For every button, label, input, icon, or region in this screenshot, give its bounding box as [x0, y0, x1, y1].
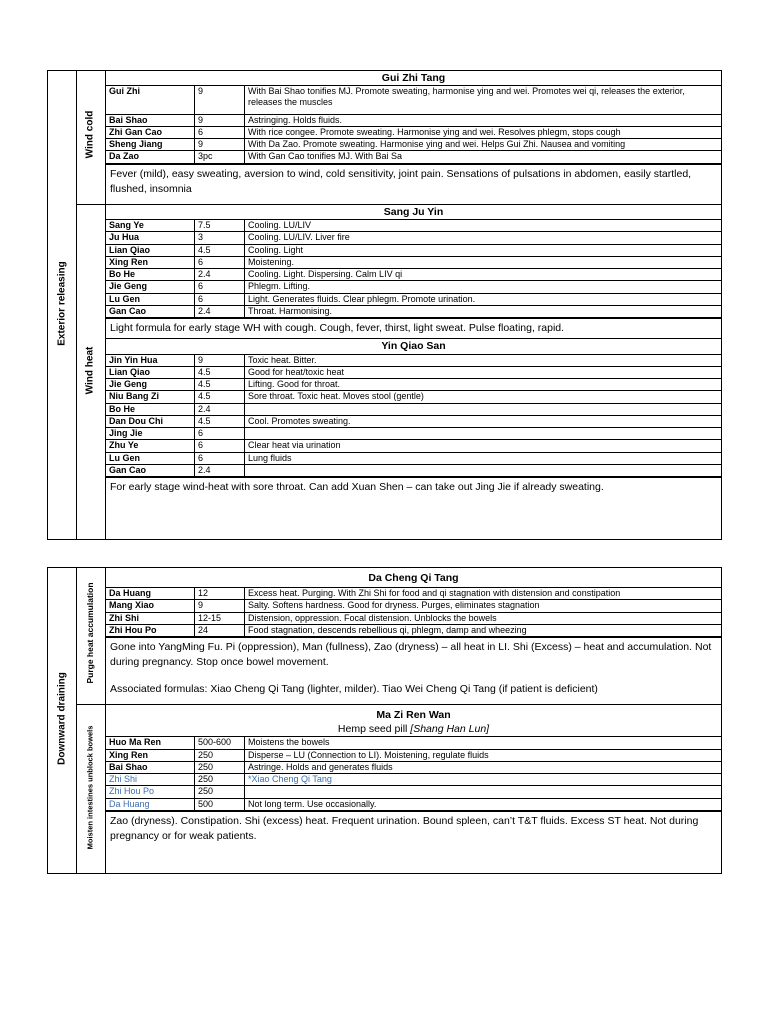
section-label-cell — [48, 568, 77, 873]
herb-note: Lifting. Good for throat. — [245, 379, 722, 391]
table-row — [106, 232, 721, 244]
table-row — [106, 281, 721, 293]
associated-formulas-text: Associated formulas: Xiao Cheng Qi Tang (lighter, milder). Tiao Wei Cheng Qi Tang (if patient is deficient) — [110, 682, 598, 695]
table-row — [106, 612, 721, 624]
formula-notes: Fever (mild), easy sweating, aversion to wind, cold sensitivity, joint pain. Sensations of pulsations in abdomen, easily startled, flushed, insomnia — [106, 164, 721, 199]
subsection-label: Wind heat — [84, 346, 96, 395]
herb-name: Jie Geng — [106, 379, 195, 391]
herb-dose: 3 — [195, 232, 245, 244]
formula-source: [Shang Han Lun] — [410, 723, 490, 736]
herb-name: Zhi Gan Cao — [106, 126, 195, 138]
herb-note: Phlegm. Lifting. — [245, 281, 722, 293]
herb-name: Da Huang — [106, 588, 195, 600]
herb-dose: 6 — [195, 440, 245, 452]
table-row — [106, 366, 721, 378]
herb-note: With Da Zao. Promote sweating. Harmonise ying and wei. Helps Gui Zhi. Nausea and vomiting — [245, 139, 722, 151]
section-label: Exterior releasing — [56, 261, 68, 346]
subsection-formulas — [106, 205, 721, 539]
herb-note: With Gan Cao tonifies MJ. With Bai Sa — [245, 151, 722, 163]
herb-note: Not long term. Use occasionally. — [245, 798, 722, 810]
herb-name: Da Huang — [106, 798, 195, 810]
herb-table — [106, 737, 721, 811]
table-row — [106, 428, 721, 440]
subsection-wind-heat — [76, 205, 721, 539]
herb-name: Sang Ye — [106, 220, 195, 232]
herb-note: Clear heat via urination — [245, 440, 722, 452]
herb-dose: 6 — [195, 281, 245, 293]
section-downward-draining — [47, 567, 722, 874]
herb-name: Jie Geng — [106, 281, 195, 293]
table-row — [106, 379, 721, 391]
herb-note: *Xiao Cheng Qi Tang — [245, 774, 722, 786]
herb-dose: 250 — [195, 774, 245, 786]
subsection-label-cell — [76, 205, 106, 539]
subsection-moisten-intestines — [76, 705, 721, 873]
herb-note: Lung fluids — [245, 452, 722, 464]
herb-dose: 3pc — [195, 151, 245, 163]
table-row — [106, 126, 721, 138]
herb-note: Astringe. Holds and generates fluids — [245, 761, 722, 773]
herb-dose: 9 — [195, 355, 245, 367]
herb-name: Zhi Hou Po — [106, 786, 195, 798]
formula-notes: Zao (dryness). Constipation. Shi (excess) heat. Frequent urination. Bound spleen, can’t T&T fluids. Excess ST heat. Not during pregnancy or for weak patients. — [106, 811, 721, 846]
herb-name: Zhi Shi — [106, 612, 195, 624]
formula-da-cheng-qi-tang — [106, 568, 721, 704]
herb-dose: 9 — [195, 139, 245, 151]
herb-note — [245, 428, 722, 440]
herb-dose: 7.5 — [195, 220, 245, 232]
herb-dose: 12 — [195, 588, 245, 600]
subsection-label: Moisten intestines unblock bowels — [85, 725, 95, 850]
herb-name: Mang Xiao — [106, 600, 195, 612]
herb-table — [106, 355, 721, 478]
subsection-label-cell — [76, 568, 106, 704]
herb-name: Gan Cao — [106, 464, 195, 476]
herb-name: Da Zao — [106, 151, 195, 163]
herb-name: Jing Jie — [106, 428, 195, 440]
herb-note: Distension, oppression. Focal distension. Unblocks the bowels — [245, 612, 722, 624]
table-row — [106, 293, 721, 305]
notes-spacer — [110, 671, 717, 682]
subsection-label-cell — [76, 71, 106, 204]
herb-note: Toxic heat. Bitter. — [245, 355, 722, 367]
formula-notes — [106, 637, 721, 699]
section-exterior-releasing — [47, 70, 722, 540]
herb-dose: 4.5 — [195, 244, 245, 256]
table-row — [106, 355, 721, 367]
herb-dose: 6 — [195, 126, 245, 138]
herb-dose: 12-15 — [195, 612, 245, 624]
formula-title: Yin Qiao San — [106, 339, 721, 354]
herb-name: Bai Shao — [106, 114, 195, 126]
table-row — [106, 114, 721, 126]
herb-note: Excess heat. Purging. With Zhi Shi for food and qi stagnation with distension and constipation — [245, 588, 722, 600]
section-label: Downward draining — [56, 672, 68, 765]
table-row — [106, 737, 721, 749]
herb-name: Bo He — [106, 269, 195, 281]
herb-dose: 500 — [195, 798, 245, 810]
herb-name: Ju Hua — [106, 232, 195, 244]
herb-name: Zhi Shi — [106, 774, 195, 786]
herb-note: With rice congee. Promote sweating. Harmonise ying and wei. Resolves phlegm, stops cough — [245, 126, 722, 138]
herb-name: Zhi Hou Po — [106, 624, 195, 636]
herb-note: Throat. Harmonising. — [245, 305, 722, 317]
herb-dose: 4.5 — [195, 366, 245, 378]
table-row — [106, 464, 721, 476]
table-row — [106, 415, 721, 427]
formula-title: Gui Zhi Tang — [106, 71, 721, 86]
subsection-label-cell — [76, 705, 106, 873]
herb-name: Jin Yin Hua — [106, 355, 195, 367]
herb-note: Disperse – LU (Connection to LI). Moistening, regulate fluids — [245, 749, 722, 761]
herb-name: Lu Gen — [106, 293, 195, 305]
section-label-cell — [48, 71, 77, 539]
herb-note: Food stagnation, descends rebellious qi, phlegm, damp and wheezing — [245, 624, 722, 636]
herb-name: Zhu Ye — [106, 440, 195, 452]
formula-notes: For early stage wind-heat with sore throat. Can add Xuan Shen – can take out Jing Jie if already sweating. — [106, 477, 721, 497]
table-row — [106, 256, 721, 268]
table-row — [106, 269, 721, 281]
herb-note — [245, 786, 722, 798]
table-row — [106, 86, 721, 114]
table-row — [106, 220, 721, 232]
formula-title: Da Cheng Qi Tang — [106, 568, 721, 588]
table-row — [106, 774, 721, 786]
herb-note: Light. Generates fluids. Clear phlegm. Promote urination. — [245, 293, 722, 305]
herb-dose: 250 — [195, 761, 245, 773]
herb-dose: 6 — [195, 428, 245, 440]
table-row — [106, 600, 721, 612]
table-row — [106, 139, 721, 151]
herb-note — [245, 403, 722, 415]
herb-note: Moistens the bowels — [245, 737, 722, 749]
subsection-purge-heat-accumulation — [76, 568, 721, 705]
formula-title: Sang Ju Yin — [106, 205, 721, 220]
herb-note: With Bai Shao tonifies MJ. Promote sweating, harmonise ying and wei. Promotes wei qi, releases the exterior, releases the muscles — [245, 86, 722, 114]
formula-subtitle-text: Hemp seed pill — [337, 723, 408, 736]
herb-note: Astringing. Holds fluids. — [245, 114, 722, 126]
herb-note: Cooling. Light. Dispersing. Calm LIV qi — [245, 269, 722, 281]
herb-note: Cooling. LU/LIV. Liver fire — [245, 232, 722, 244]
table-row — [106, 244, 721, 256]
herb-name: Sheng Jiang — [106, 139, 195, 151]
formula-sang-ju-yin — [106, 205, 721, 338]
table-row — [106, 391, 721, 403]
table-row — [106, 588, 721, 600]
table-row — [106, 749, 721, 761]
herb-dose: 6 — [195, 256, 245, 268]
table-row — [106, 624, 721, 636]
herb-name: Xing Ren — [106, 749, 195, 761]
table-row — [106, 452, 721, 464]
table-row — [106, 151, 721, 163]
herb-dose: 500-600 — [195, 737, 245, 749]
herb-dose: 9 — [195, 600, 245, 612]
herb-name: Bai Shao — [106, 761, 195, 773]
formula-notes: Light formula for early stage WH with cough. Cough, fever, thirst, light sweat. Pulse floating, rapid. — [106, 318, 721, 338]
formula-ma-zi-ren-wan — [106, 705, 721, 873]
formula-title-block — [106, 705, 721, 737]
herb-dose: 2.4 — [195, 403, 245, 415]
herb-dose: 2.4 — [195, 305, 245, 317]
formula-yin-qiao-san — [106, 338, 721, 497]
herb-note — [245, 464, 722, 476]
herb-table — [106, 588, 721, 637]
herb-name: Lian Qiao — [106, 366, 195, 378]
subsection-wind-cold — [76, 71, 721, 205]
herb-note: Moistening. — [245, 256, 722, 268]
herb-name: Niu Bang Zi — [106, 391, 195, 403]
herb-note: Sore throat. Toxic heat. Moves stool (gentle) — [245, 391, 722, 403]
herb-name: Lu Gen — [106, 452, 195, 464]
subsection-label: Purge heat accumulation — [85, 582, 95, 684]
table-row — [106, 798, 721, 810]
formula-subtitle — [106, 722, 721, 736]
herb-name: Gan Cao — [106, 305, 195, 317]
formula-title: Ma Zi Ren Wan — [376, 709, 451, 721]
herb-dose: 4.5 — [195, 391, 245, 403]
table-row — [106, 786, 721, 798]
notes-line: Gone into YangMing Fu. Pi (oppression), Man (fullness), Zao (dryness) – all heat in LI. Shi (Excess) – heat and accumulation. Not during pregnancy. Stop once bowel movement. — [110, 641, 712, 669]
herb-dose: 4.5 — [195, 415, 245, 427]
herb-note: Salty. Softens hardness. Good for dryness. Purges, eliminates stagnation — [245, 600, 722, 612]
herb-dose: 9 — [195, 114, 245, 126]
herb-name: Huo Ma Ren — [106, 737, 195, 749]
herb-name: Dan Dou Chi — [106, 415, 195, 427]
herb-table — [106, 86, 721, 164]
herb-note: Cool. Promotes sweating. — [245, 415, 722, 427]
herb-dose: 250 — [195, 786, 245, 798]
herb-dose: 2.4 — [195, 269, 245, 281]
table-row — [106, 403, 721, 415]
table-row — [106, 761, 721, 773]
herb-name: Lian Qiao — [106, 244, 195, 256]
herb-dose: 6 — [195, 293, 245, 305]
herb-name: Bo He — [106, 403, 195, 415]
herb-name: Xing Ren — [106, 256, 195, 268]
herb-dose: 24 — [195, 624, 245, 636]
herb-dose: 6 — [195, 452, 245, 464]
associated-formulas — [110, 682, 717, 697]
herb-dose: 2.4 — [195, 464, 245, 476]
herb-note: Cooling. Light — [245, 244, 722, 256]
herb-dose: 9 — [195, 86, 245, 114]
table-row — [106, 440, 721, 452]
herb-note: Good for heat/toxic heat — [245, 366, 722, 378]
table-row — [106, 305, 721, 317]
herb-dose: 250 — [195, 749, 245, 761]
herb-name: Gui Zhi — [106, 86, 195, 114]
herb-table — [106, 220, 721, 318]
formula-gui-zhi-tang — [106, 71, 721, 204]
subsection-label: Wind cold — [84, 110, 96, 159]
herb-note: Cooling. LU/LIV — [245, 220, 722, 232]
herb-dose: 4.5 — [195, 379, 245, 391]
